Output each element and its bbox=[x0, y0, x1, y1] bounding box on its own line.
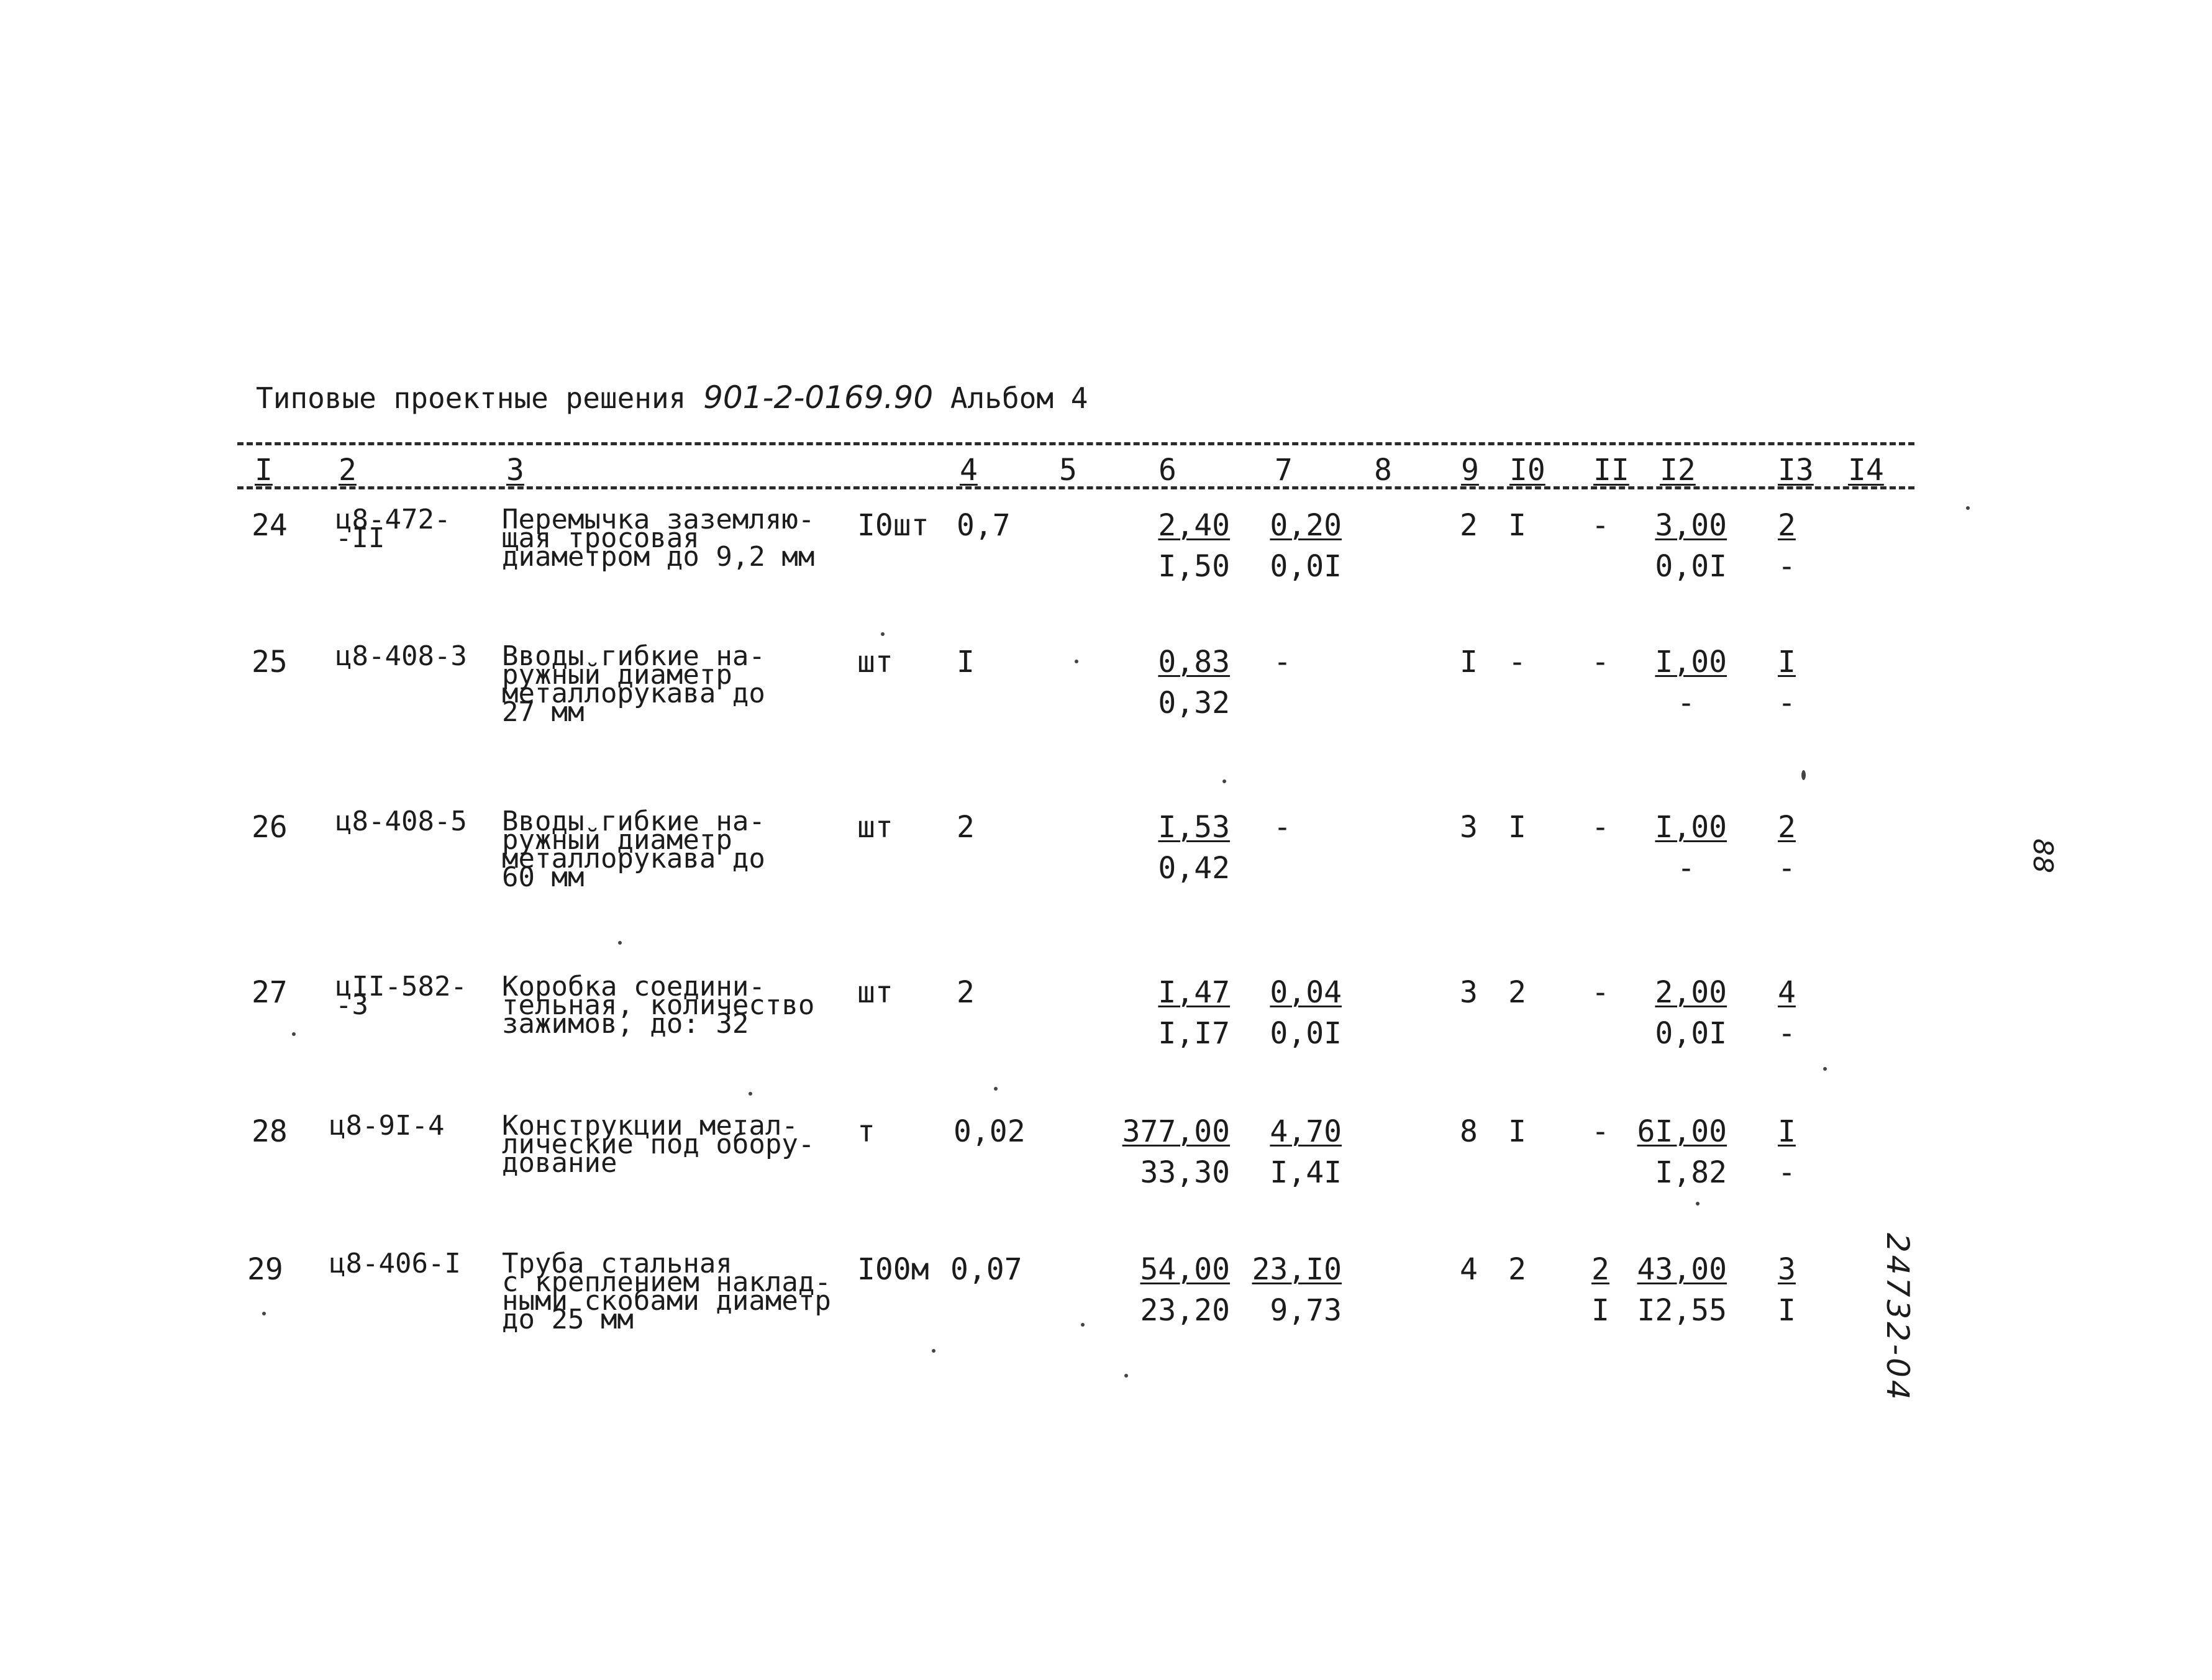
row-number: 26 bbox=[252, 810, 288, 845]
row-col4: 0,07 bbox=[950, 1252, 1022, 1287]
document-header bbox=[256, 379, 1088, 415]
row-col12-bottom: - bbox=[1677, 686, 1695, 720]
column-header-11: II bbox=[1593, 453, 1629, 488]
column-header-6: 6 bbox=[1158, 453, 1177, 488]
header-code: 901-2-0169.90 bbox=[703, 379, 934, 415]
row-col7-bottom: 0,0I bbox=[1270, 1016, 1342, 1051]
row-number: 29 bbox=[247, 1252, 283, 1287]
side-document-code: 24732-04 bbox=[1880, 1233, 1916, 1402]
row-number: 27 bbox=[252, 975, 288, 1010]
row-col9: 2 bbox=[1460, 508, 1478, 543]
scan-speck bbox=[881, 632, 885, 636]
column-header-14: I4 bbox=[1848, 453, 1884, 488]
row-col13-top: 2 bbox=[1778, 810, 1796, 845]
row-col12-top: 6I,00 bbox=[1637, 1114, 1727, 1149]
row-col7-top: 4,70 bbox=[1270, 1114, 1342, 1149]
row-col12-top: 43,00 bbox=[1637, 1252, 1727, 1287]
row-description: Перемычка заземляю- щая тросовая диаметром до 9,2 мм bbox=[502, 504, 815, 573]
row-col6-top: 0,83 bbox=[1158, 645, 1230, 679]
row-col13-bottom: I bbox=[1778, 1293, 1796, 1328]
row-col9: 3 bbox=[1460, 810, 1478, 845]
row-code: ц8-472- -II bbox=[335, 504, 451, 554]
row-col13-top: 2 bbox=[1778, 508, 1796, 543]
scan-speck bbox=[1081, 1323, 1085, 1327]
row-description: Вводы гибкие на- ружный диаметр металлорукава до 27 мм bbox=[502, 640, 765, 728]
row-col6-top: I,53 bbox=[1158, 810, 1230, 845]
scan-speck bbox=[1823, 1067, 1827, 1071]
column-header-12: I2 bbox=[1660, 453, 1696, 488]
row-unit: шт bbox=[857, 645, 893, 679]
row-col6-bottom: 23,20 bbox=[1140, 1293, 1230, 1328]
row-col7-top: 23,I0 bbox=[1252, 1252, 1342, 1287]
header-album: Альбом 4 bbox=[950, 381, 1088, 415]
row-col12-bottom: I,82 bbox=[1655, 1155, 1727, 1190]
column-header-10: I0 bbox=[1509, 453, 1545, 488]
row-col6-bottom: 0,42 bbox=[1158, 851, 1230, 886]
row-col7-bottom: I,4I bbox=[1270, 1155, 1342, 1190]
row-col13-top: I bbox=[1778, 645, 1796, 679]
row-col4: 0,7 bbox=[957, 508, 1011, 543]
row-col10: I bbox=[1508, 1114, 1526, 1149]
row-unit: I00м bbox=[857, 1252, 929, 1287]
scan-speck bbox=[994, 1087, 998, 1091]
row-number: 25 bbox=[252, 645, 288, 679]
row-col7-bottom: 0,0I bbox=[1270, 549, 1342, 584]
scan-speck bbox=[1222, 779, 1226, 783]
row-col9: 4 bbox=[1460, 1252, 1478, 1287]
row-col7-top: 0,20 bbox=[1270, 508, 1342, 543]
scan-speck bbox=[749, 1092, 752, 1096]
row-number: 24 bbox=[252, 508, 288, 543]
row-col7-top: 0,04 bbox=[1270, 975, 1342, 1010]
row-col7-bottom: 9,73 bbox=[1270, 1293, 1342, 1328]
row-col11-top: - bbox=[1591, 645, 1609, 679]
page-number: 88 bbox=[2027, 838, 2059, 873]
row-col11-top: - bbox=[1591, 508, 1609, 543]
row-col11-top: - bbox=[1591, 1114, 1609, 1149]
row-col10: 2 bbox=[1508, 975, 1526, 1010]
row-code: ц8-408-5 bbox=[335, 806, 467, 837]
row-description: Труба стальная с креплением наклад- ными скобами диаметр до 25 мм bbox=[502, 1248, 831, 1335]
table-top-rule bbox=[237, 442, 1914, 445]
column-header-3: 3 bbox=[506, 453, 524, 488]
row-col6-top: 54,00 bbox=[1140, 1252, 1230, 1287]
row-col13-bottom: - bbox=[1778, 851, 1796, 886]
column-header-7: 7 bbox=[1275, 453, 1293, 488]
row-number: 28 bbox=[252, 1114, 288, 1149]
row-col13-bottom: - bbox=[1778, 1016, 1796, 1051]
row-code: ц8-9I-4 bbox=[329, 1110, 445, 1142]
row-col12-bottom: I2,55 bbox=[1637, 1293, 1727, 1328]
row-col13-top: 3 bbox=[1778, 1252, 1796, 1287]
row-col7-top: - bbox=[1273, 645, 1291, 679]
row-col6-bottom: 33,30 bbox=[1140, 1155, 1230, 1190]
row-col4: 2 bbox=[957, 810, 975, 845]
row-col4: I bbox=[957, 645, 975, 679]
row-col12-bottom: - bbox=[1677, 851, 1695, 886]
column-header-13: I3 bbox=[1778, 453, 1814, 488]
row-col10: I bbox=[1508, 810, 1526, 845]
column-header-1: I bbox=[255, 453, 273, 488]
row-unit: шт bbox=[857, 810, 893, 845]
row-col11-top: - bbox=[1591, 975, 1609, 1010]
row-code: цII-582- -3 bbox=[335, 971, 467, 1021]
row-col9: 3 bbox=[1460, 975, 1478, 1010]
column-header-2: 2 bbox=[339, 453, 357, 488]
row-col13-top: 4 bbox=[1778, 975, 1796, 1010]
row-col12-top: 2,00 bbox=[1655, 975, 1727, 1010]
row-unit: I0шт bbox=[857, 508, 929, 543]
row-description: Вводы гибкие на- ружный диаметр металлорукава до 60 мм bbox=[502, 806, 765, 893]
scan-speck bbox=[932, 1349, 935, 1353]
row-col10: - bbox=[1508, 645, 1526, 679]
row-col12-top: I,00 bbox=[1655, 810, 1727, 845]
row-col9: I bbox=[1460, 645, 1478, 679]
row-col12-top: I,00 bbox=[1655, 645, 1727, 679]
scan-speck bbox=[618, 941, 622, 945]
column-header-8: 8 bbox=[1374, 453, 1392, 488]
scan-speck bbox=[1801, 770, 1806, 780]
row-col10: 2 bbox=[1508, 1252, 1526, 1287]
row-col13-bottom: - bbox=[1778, 686, 1796, 720]
scan-speck bbox=[1966, 506, 1970, 510]
scan-speck bbox=[262, 1312, 266, 1315]
row-col13-bottom: - bbox=[1778, 1155, 1796, 1190]
row-col6-bottom: 0,32 bbox=[1158, 686, 1230, 720]
row-unit: шт bbox=[857, 975, 893, 1010]
row-col11-bottom: I bbox=[1591, 1293, 1609, 1328]
row-code: ц8-408-3 bbox=[335, 640, 467, 672]
row-col11-top: 2 bbox=[1591, 1252, 1609, 1287]
row-col6-bottom: I,I7 bbox=[1158, 1016, 1230, 1051]
row-col13-bottom: - bbox=[1778, 549, 1796, 584]
column-header-4: 4 bbox=[960, 453, 978, 488]
row-col9: 8 bbox=[1460, 1114, 1478, 1149]
row-code: ц8-406-I bbox=[329, 1248, 461, 1279]
column-header-5: 5 bbox=[1059, 453, 1077, 488]
row-col10: I bbox=[1508, 508, 1526, 543]
row-col13-top: I bbox=[1778, 1114, 1796, 1149]
row-col6-bottom: I,50 bbox=[1158, 549, 1230, 584]
row-unit: т bbox=[857, 1114, 875, 1149]
row-description: Конструкции метал- лические под обору- дование bbox=[502, 1110, 815, 1179]
scan-speck bbox=[1075, 660, 1078, 663]
row-col12-top: 3,00 bbox=[1655, 508, 1727, 543]
row-col6-top: 2,40 bbox=[1158, 508, 1230, 543]
row-col6-top: I,47 bbox=[1158, 975, 1230, 1010]
scan-speck bbox=[1696, 1202, 1700, 1206]
row-col6-top: 377,00 bbox=[1122, 1114, 1230, 1149]
row-col12-bottom: 0,0I bbox=[1655, 1016, 1727, 1051]
row-col12-bottom: 0,0I bbox=[1655, 549, 1727, 584]
row-col11-top: - bbox=[1591, 810, 1609, 845]
scan-speck bbox=[1124, 1374, 1128, 1378]
header-prefix: Типовые проектные решения bbox=[256, 381, 686, 415]
row-col4: 2 bbox=[957, 975, 975, 1010]
row-col7-top: - bbox=[1273, 810, 1291, 845]
scan-speck bbox=[292, 1032, 296, 1036]
row-description: Коробка соедини- тельная, количество зажимов, до: 32 bbox=[502, 971, 815, 1040]
row-col4: 0,02 bbox=[954, 1114, 1026, 1149]
column-header-9: 9 bbox=[1461, 453, 1479, 488]
